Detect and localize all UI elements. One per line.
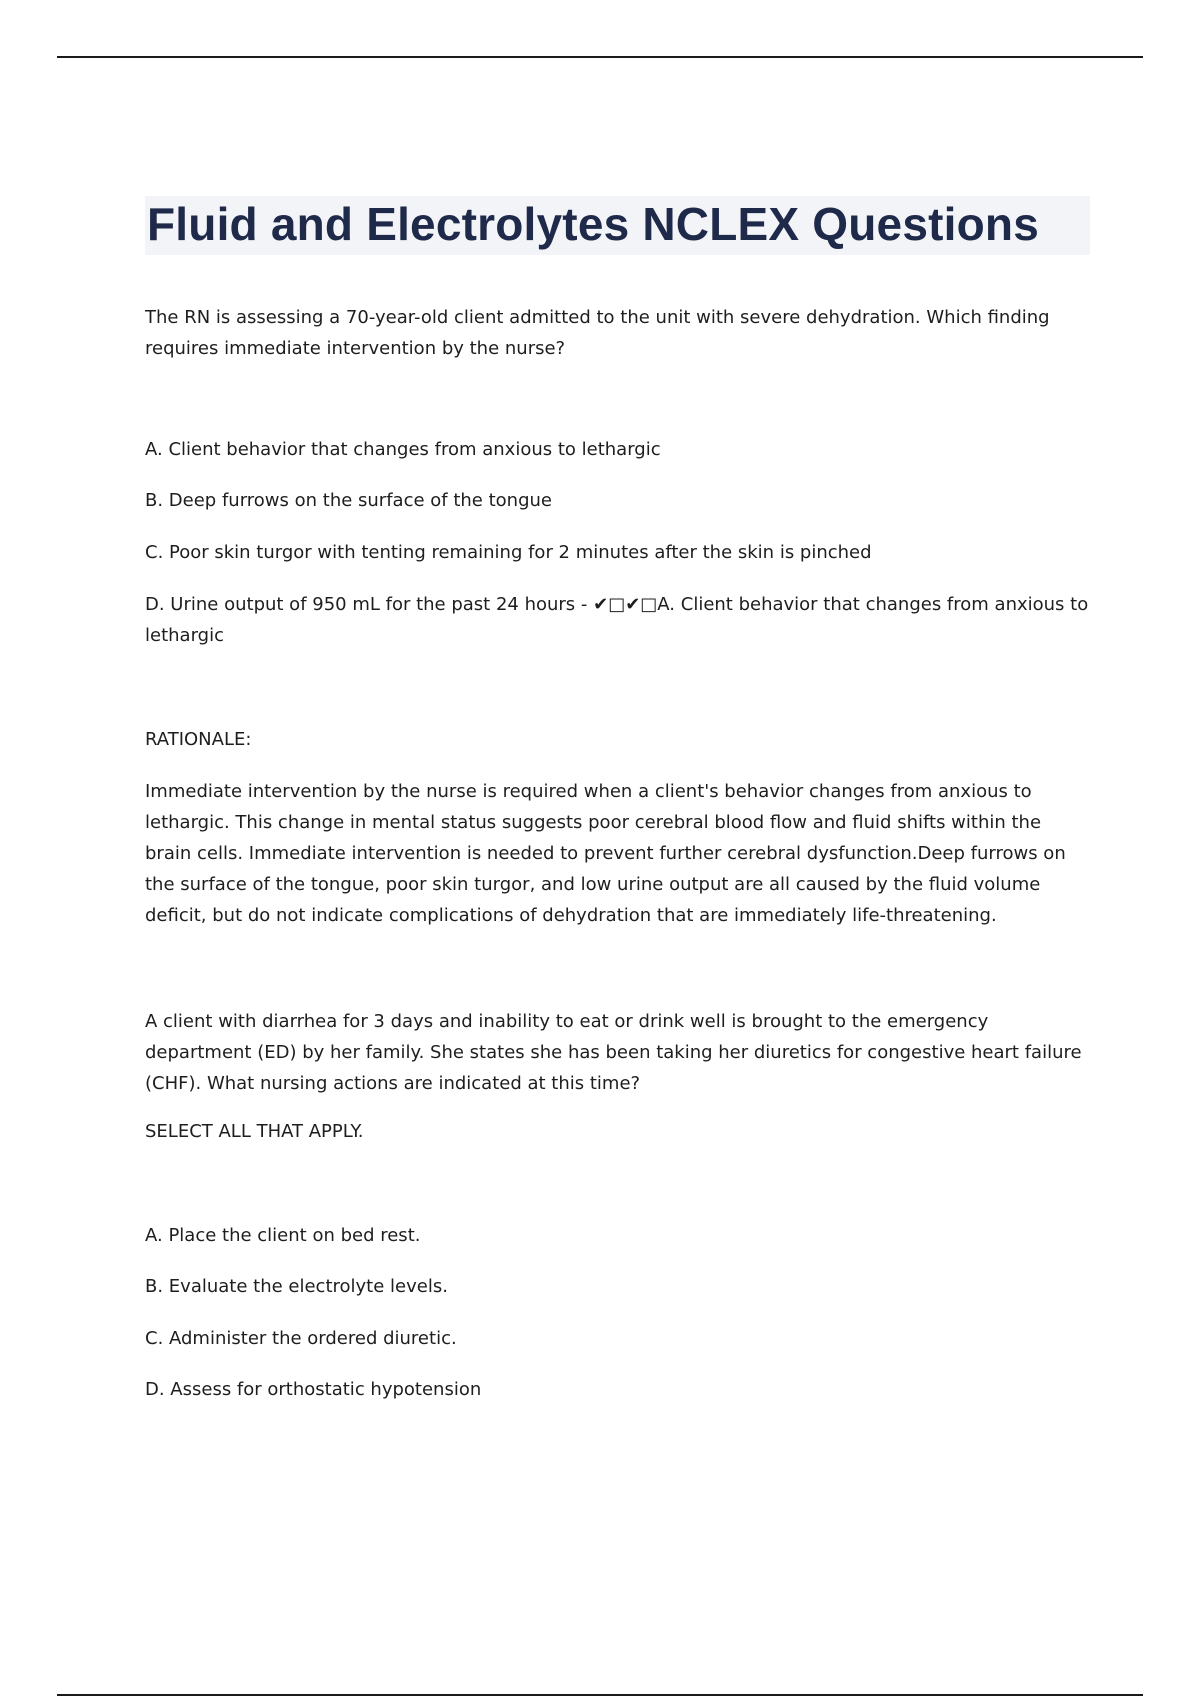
document-page <box>145 196 1090 1400</box>
question-1-option-b: B. Deep furrows on the surface of the tongue <box>145 490 552 511</box>
question-1-option-a: A. Client behavior that changes from anxious to lethargic <box>145 439 661 460</box>
question-2-instruction: SELECT ALL THAT APPLY. <box>145 1121 364 1142</box>
title-band <box>145 196 1090 255</box>
question-2-stem: A client with diarrhea for 3 days and inability to eat or drink well is brought to the emergency department (ED) by her family. She states she has been taking her diuretics for congestive heart failure (CHF). What nursing actions are indicated at this time? <box>145 1011 1082 1094</box>
question-1-stem: The RN is assessing a 70-year-old client admitted to the unit with severe dehydration. Which finding requires immediate intervention by the nurse? <box>145 307 1050 359</box>
question-2-option-a: A. Place the client on bed rest. <box>145 1225 421 1246</box>
rationale-text: Immediate intervention by the nurse is required when a client's behavior changes from anxious to lethargic. This change in mental status suggests poor cerebral blood flow and fluid shifts within the brain cells. Immediate intervention is needed to prevent further cerebral dysfunction.Deep furrows on the surface of the tongue, poor skin turgor, and low urine output are all caused by the fluid volume deficit, but do not indicate complications of dehydration that are immediately life-threatening. <box>145 781 1066 926</box>
question-2-option-d: D. Assess for orthostatic hypotension <box>145 1379 482 1400</box>
question-2-option-b: B. Evaluate the electrolyte levels. <box>145 1276 448 1297</box>
top-rule <box>57 56 1143 58</box>
question-1-option-d-answer: D. Urine output of 950 mL for the past 24 hours - ✔□✔□A. Client behavior that changes from anxious to lethargic <box>145 594 1089 646</box>
question-2-option-c: C. Administer the ordered diuretic. <box>145 1328 457 1349</box>
rationale-label: RATIONALE: <box>145 729 252 750</box>
bottom-rule <box>57 1694 1143 1696</box>
question-1-option-c: C. Poor skin turgor with tenting remaining for 2 minutes after the skin is pinched <box>145 542 872 563</box>
page-title: Fluid and Electrolytes NCLEX Questions <box>147 198 1039 250</box>
